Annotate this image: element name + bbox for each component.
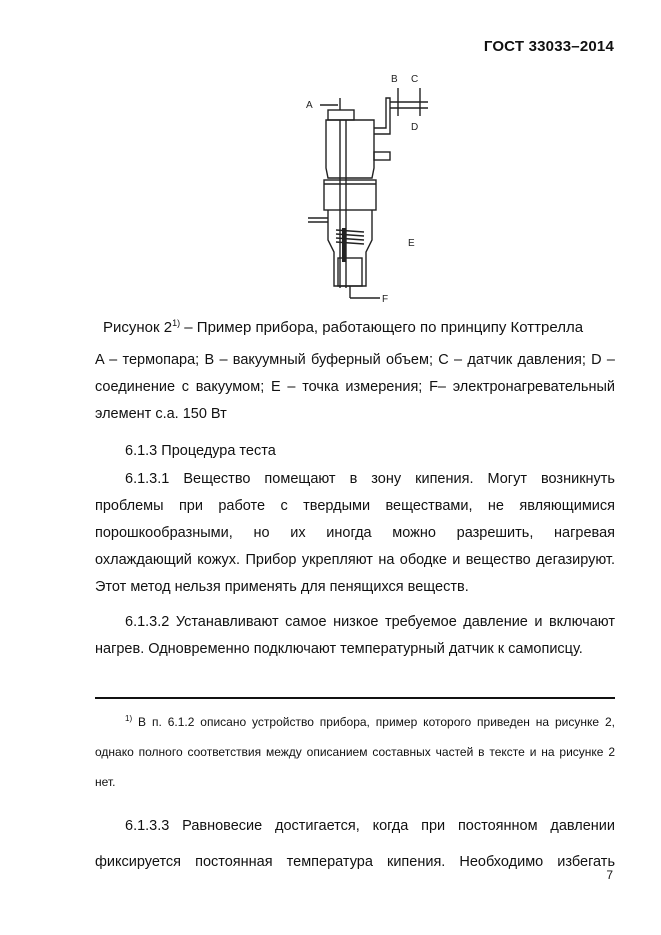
- footnote-text: В п. 6.1.2 описано устройство прибора, пример которого приведен на рисунке 2, однако полного соответствия между описанием составных частей в тексте и на рисунке 2 нет.: [95, 715, 615, 789]
- footnote: [95, 704, 615, 797]
- figure-legend: A – термопара; B – вакуумный буферный объем; C – датчик давления; D – соединение с вакуумом; E – точка измерения; F– электронагревательный элемент с.а. 150 Вт: [95, 352, 615, 422]
- document-header: ГОСТ 33033–2014: [483, 38, 614, 55]
- label-c: C: [411, 74, 419, 85]
- cottrell-apparatus-figure: [290, 68, 430, 308]
- paragraph-6-1-3-1: 6.1.3.1 Вещество помещают в зону кипения. Могут возникнуть проблемы при работе с твердыми веществами, не являющимися порошкообразными, но их иногда можно разрешить, нагревая охлаждающий кожух. Прибор укрепляют на ободке и вещество дегазируют. Этот метод нельзя применять для пенящихся веществ.: [95, 471, 615, 595]
- figure-caption: [103, 318, 583, 336]
- caption-footnote-mark: 1): [172, 318, 181, 328]
- boiler-body: [328, 210, 372, 286]
- caption-text: – Пример прибора, работающего по принципу Коттрелла: [180, 319, 584, 336]
- label-a: A: [306, 100, 313, 111]
- side-port: [374, 152, 390, 160]
- top-cap: [328, 110, 354, 120]
- page-number: 7: [606, 868, 613, 882]
- paragraph-6-1-3-3: 6.1.3.3 Равновесие достигается, когда при постоянном давлении фиксируется постоянная температура кипения. Необходимо избегать: [95, 818, 615, 870]
- paragraph-6-1-3-2: 6.1.3.2 Устанавливают самое низкое требуемое давление и включают нагрев. Одновременно подключают температурный датчик к самописцу.: [95, 614, 615, 657]
- label-d: D: [411, 122, 419, 133]
- footnote-divider: [95, 697, 615, 699]
- label-b: B: [391, 74, 398, 85]
- label-e: E: [408, 238, 415, 249]
- label-f: F: [382, 294, 389, 305]
- section-heading: 6.1.3 Процедура теста: [125, 443, 276, 459]
- condenser-body: [326, 120, 374, 178]
- caption-prefix: Рисунок 2: [103, 319, 173, 336]
- vacuum-tube: [374, 98, 390, 134]
- footnote-mark: 1): [125, 714, 133, 723]
